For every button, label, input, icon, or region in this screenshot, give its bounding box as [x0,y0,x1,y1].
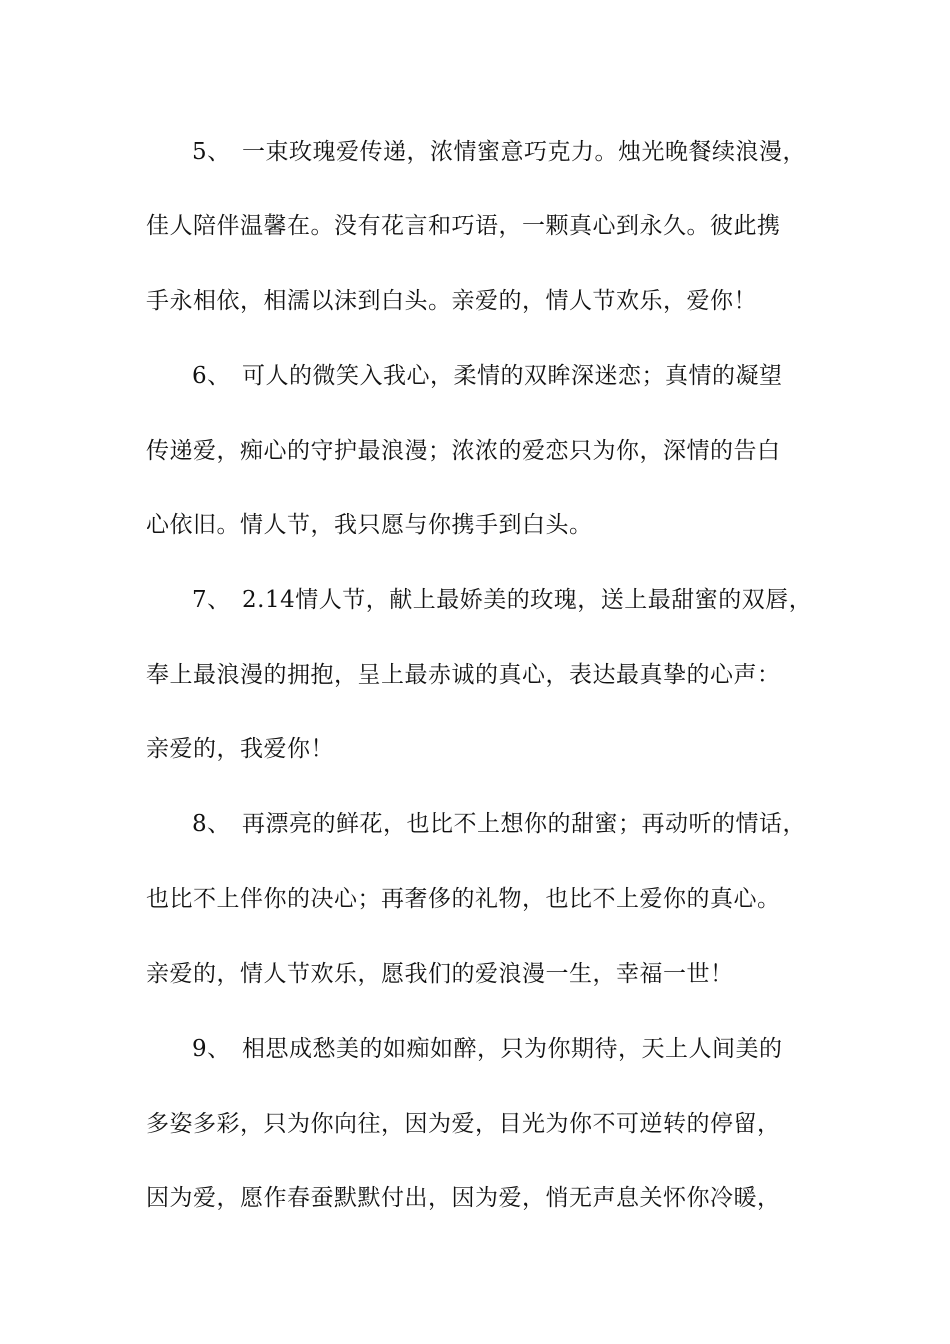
paragraph-9-line-3: 因为爱，愿作春蚕默默付出，因为爱，悄无声息关怀你冷暖， [146,1185,781,1211]
paragraph-5-text-1: 一束玫瑰爱传递，浓情蜜意巧克力。烛光晚餐续浪漫， [242,139,806,165]
paragraph-6-line-3: 心依旧。情人节，我只愿与你携手到白头。 [146,512,593,538]
paragraph-5-line-3: 手永相依，相濡以沫到白头。亲爱的，情人节欢乐，爱你！ [146,288,757,314]
paragraph-8-number: 8、 [192,811,231,837]
paragraph-7-text-1: 2.14情人节，献上最娇美的玫瑰，送上最甜蜜的双唇， [242,587,813,613]
paragraph-8-text-1: 再漂亮的鲜花，也比不上想你的甜蜜；再动听的情话， [242,811,806,837]
paragraph-6-text-1: 可人的微笑入我心，柔情的双眸深迷恋；真情的凝望 [242,363,783,389]
paragraph-7-number: 7、 [192,587,231,613]
paragraph-5-number: 5、 [192,139,231,165]
paragraph-8-line-2: 也比不上伴你的决心；再奢侈的礼物，也比不上爱你的真心。 [146,886,781,912]
paragraph-9-number: 9、 [192,1036,231,1062]
paragraph-8-line-3: 亲爱的，情人节欢乐，愿我们的爱浪漫一生，幸福一世！ [146,961,734,987]
paragraph-6-line-2: 传递爱，痴心的守护最浪漫；浓浓的爱恋只为你，深情的告白 [146,438,781,464]
paragraph-8-line-1 [192,809,806,839]
paragraph-5-line-1 [192,137,806,167]
paragraph-7-line-2: 奉上最浪漫的拥抱，呈上最赤诚的真心，表达最真挚的心声： [146,662,781,688]
paragraph-7-line-1 [192,585,812,615]
paragraph-7-line-3: 亲爱的，我爱你！ [146,736,334,762]
paragraph-9-line-1 [192,1034,783,1064]
paragraph-6-number: 6、 [192,363,231,389]
paragraph-6-line-1 [192,361,783,391]
paragraph-5-line-2: 佳人陪伴温馨在。没有花言和巧语，一颗真心到永久。彼此携 [146,213,781,239]
paragraph-9-text-1: 相思成愁美的如痴如醉，只为你期待，天上人间美的 [242,1036,783,1062]
paragraph-9-line-2: 多姿多彩，只为你向往，因为爱，目光为你不可逆转的停留， [146,1111,781,1137]
